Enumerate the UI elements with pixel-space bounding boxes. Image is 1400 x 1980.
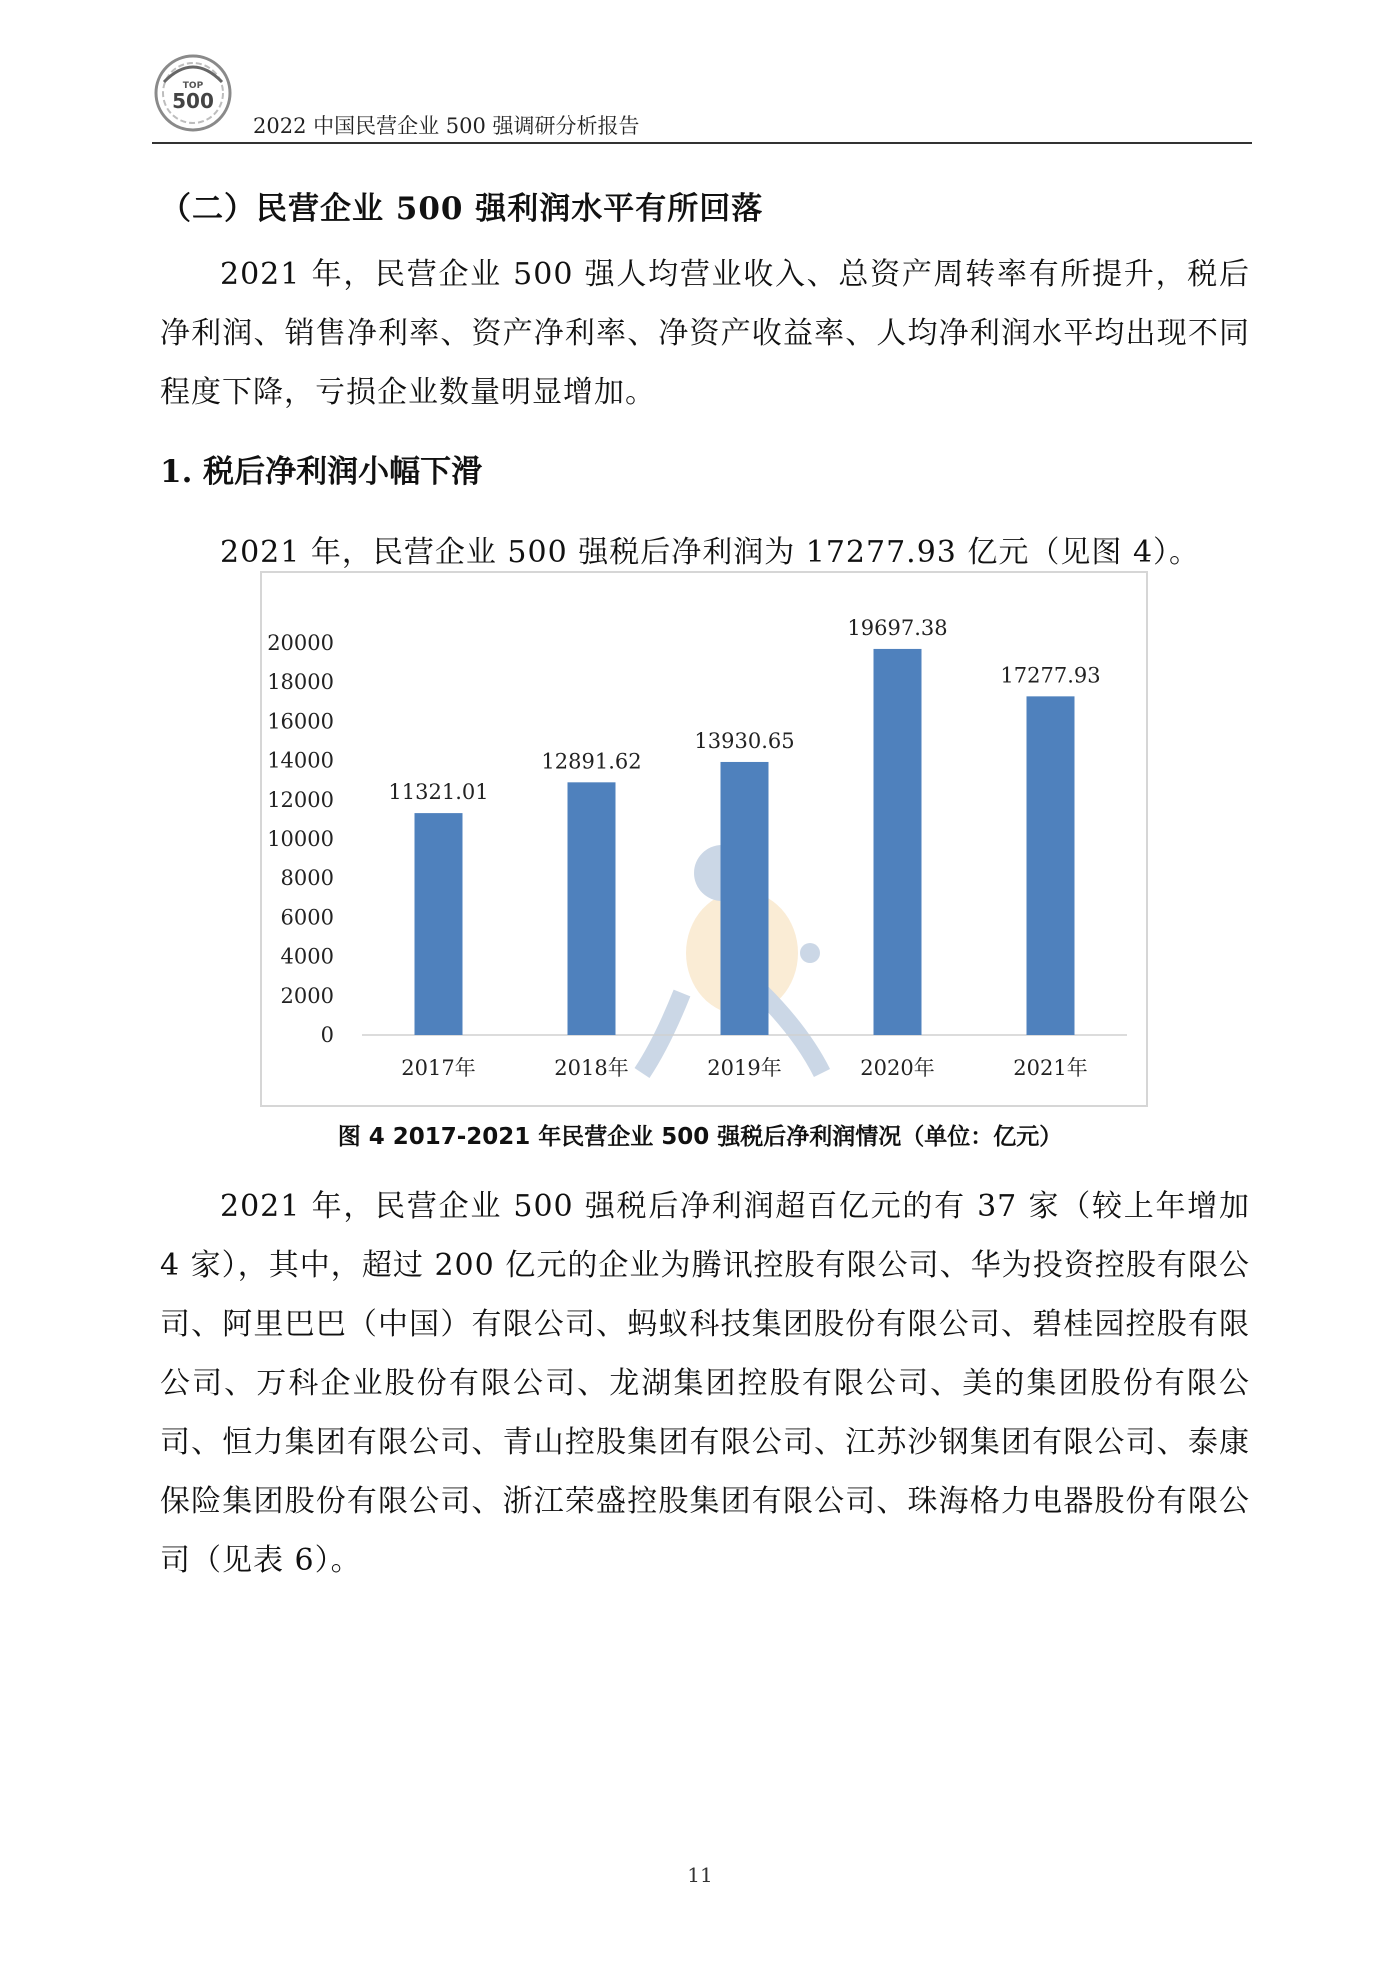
figure-caption: 图 4 2017-2021 年民营企业 500 强税后净利润情况（单位：亿元） (337, 1124, 1063, 1150)
header-title: 2022 中国民营企业 500 强调研分析报告 (253, 114, 640, 138)
y-tick-label: 14000 (267, 748, 334, 773)
sub-heading: 1. 税后净利润小幅下滑 (160, 454, 483, 490)
bar-data-label: 19697.38 (847, 615, 948, 640)
bar-2018年 (568, 782, 616, 1035)
x-tick-label: 2017年 (401, 1056, 476, 1080)
x-tick-label: 2020年 (860, 1056, 935, 1080)
bar-2021年 (1027, 696, 1075, 1035)
y-tick-label: 18000 (267, 670, 334, 695)
top500-logo (152, 52, 234, 134)
bar-data-label: 17277.93 (1000, 663, 1101, 688)
page-number: 11 (687, 1863, 713, 1887)
y-tick-label: 4000 (280, 944, 334, 969)
y-tick-label: 0 (320, 1023, 334, 1047)
y-tick-label: 2000 (280, 983, 334, 1008)
section-heading: （二）民营企业 500 强利润水平有所回落 (160, 191, 764, 227)
bar-2017年 (415, 813, 463, 1035)
net-profit-chart (260, 571, 1148, 1107)
y-tick-label: 10000 (267, 827, 334, 851)
svg-text:500: 500 (172, 89, 214, 113)
svg-text:TOP: TOP (182, 81, 204, 91)
x-tick-label: 2019年 (707, 1056, 782, 1080)
y-tick-label: 16000 (267, 709, 334, 734)
y-tick-label: 6000 (280, 905, 334, 930)
x-tick-label: 2021年 (1013, 1056, 1088, 1080)
paragraph-3: 2021 年，民营企业 500 强税后净利润超百亿元的有 37 家（较上年增加 4 家），其中，超过 200 亿元的企业为腾讯控股有限公司、华为投资控股有限公司、阿里巴巴（中国）有限公司、蚂蚁科技集团股份有限公司、碧桂园控股有限公司、万科企业股份有限公司、龙湖集团控股有限公司、美的集团股份有限公司、恒力集团有限公司、青山控股集团有限公司、江苏沙钢集团有限公司、泰康保险集团股份有限公司、浙江荣盛控股集团有限公司、珠海格力电器股份有限公司（见表 6）。 (160, 1189, 1250, 1578)
y-tick-label: 20000 (267, 631, 334, 655)
bar-data-label: 12891.62 (541, 749, 642, 774)
y-tick-label: 8000 (280, 866, 334, 891)
bar-2019年 (721, 762, 769, 1035)
paragraph-2: 2021 年，民营企业 500 强税后净利润为 17277.93 亿元（见图 4）。 (220, 535, 1201, 570)
chart-canvas (262, 573, 1146, 1105)
bar-data-label: 13930.65 (694, 728, 795, 753)
y-tick-label: 12000 (267, 787, 334, 812)
x-tick-label: 2018年 (554, 1056, 629, 1080)
paragraph-1: 2021 年，民营企业 500 强人均营业收入、总资产周转率有所提升，税后净利润、销售净利率、资产净利率、净资产收益率、人均净利润水平均出现不同程度下降，亏损企业数量明显增加。 (160, 257, 1250, 410)
header-divider (152, 142, 1252, 144)
bar-2020年 (874, 649, 922, 1035)
bar-data-label: 11321.01 (388, 780, 489, 805)
